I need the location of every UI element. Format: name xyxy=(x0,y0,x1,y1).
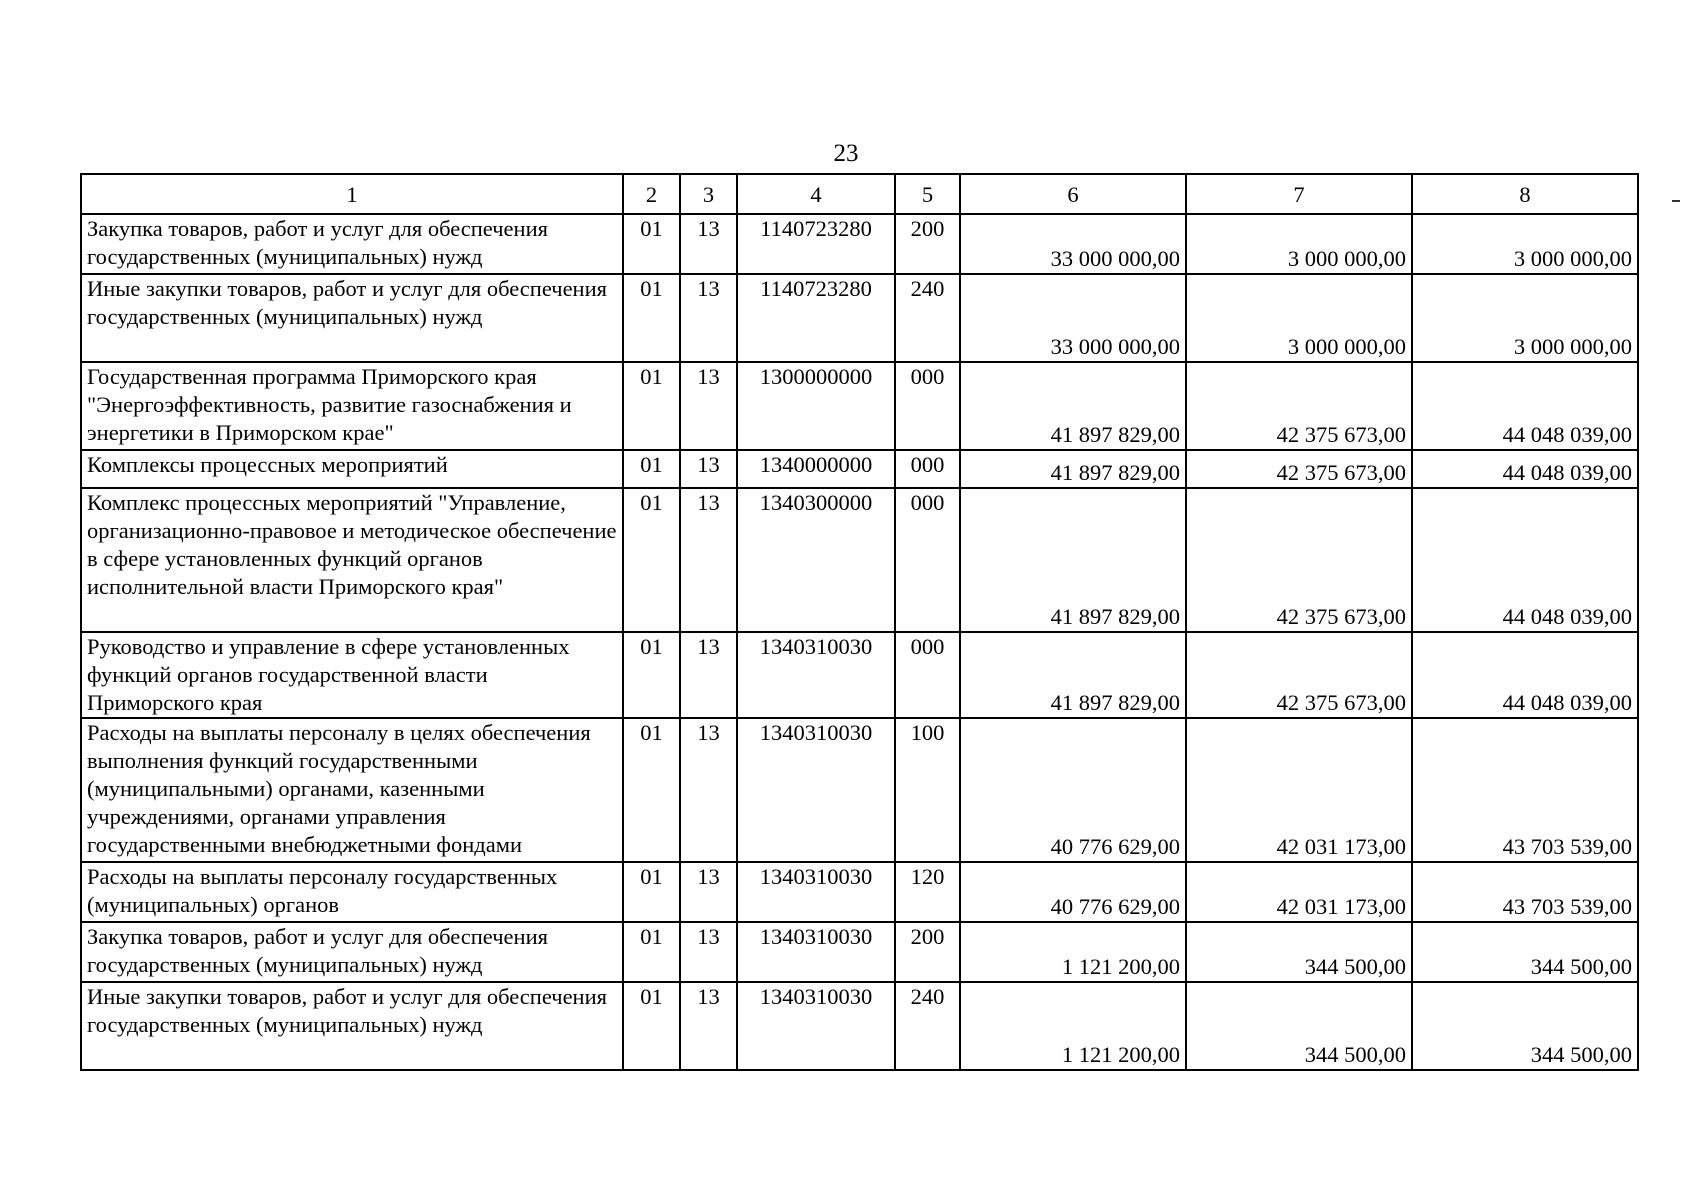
row-name: Закупка товаров, работ и услуг для обеспечения государственных (муниципальных) нужд xyxy=(81,922,623,982)
table-row xyxy=(81,862,1638,922)
row-amount-6: 41 897 829,00 xyxy=(960,488,1186,632)
row-expense-type: 000 xyxy=(895,488,960,632)
row-target-code: 1340000000 xyxy=(737,450,895,488)
row-amount-6: 33 000 000,00 xyxy=(960,214,1186,274)
row-target-code: 1340300000 xyxy=(737,488,895,632)
row-target-code: 1300000000 xyxy=(737,362,895,450)
header-col-3: 3 xyxy=(680,174,737,214)
row-amount-7: 3 000 000,00 xyxy=(1186,274,1412,362)
row-name: Иные закупки товаров, работ и услуг для обеспечения государственных (муниципальных) нужд xyxy=(81,274,623,362)
row-amount-8: 43 703 539,00 xyxy=(1412,718,1638,862)
row-section: 01 xyxy=(623,488,680,632)
row-name: Комплекс процессных мероприятий "Управление, организационно-правовое и методическое обеспечение в сфере установленных функций органов исполнительной власти Приморского края" xyxy=(81,488,623,632)
row-expense-type: 120 xyxy=(895,862,960,922)
row-expense-type: 200 xyxy=(895,922,960,982)
table-row xyxy=(81,450,1638,488)
scan-mark xyxy=(1672,200,1680,202)
row-amount-8: 44 048 039,00 xyxy=(1412,362,1638,450)
row-expense-type: 100 xyxy=(895,718,960,862)
row-amount-7: 344 500,00 xyxy=(1186,922,1412,982)
row-amount-8: 344 500,00 xyxy=(1412,982,1638,1070)
row-amount-7: 344 500,00 xyxy=(1186,982,1412,1070)
row-subsection: 13 xyxy=(680,274,737,362)
row-amount-6: 41 897 829,00 xyxy=(960,450,1186,488)
row-amount-8: 344 500,00 xyxy=(1412,922,1638,982)
row-target-code: 1140723280 xyxy=(737,214,895,274)
row-section: 01 xyxy=(623,362,680,450)
row-amount-7: 3 000 000,00 xyxy=(1186,214,1412,274)
row-expense-type: 000 xyxy=(895,362,960,450)
row-amount-7: 42 375 673,00 xyxy=(1186,488,1412,632)
row-amount-8: 44 048 039,00 xyxy=(1412,450,1638,488)
header-col-2: 2 xyxy=(623,174,680,214)
row-amount-6: 40 776 629,00 xyxy=(960,862,1186,922)
row-amount-7: 42 031 173,00 xyxy=(1186,862,1412,922)
table-row xyxy=(81,982,1638,1070)
row-name: Руководство и управление в сфере установленных функций органов государственной власти Приморского края xyxy=(81,632,623,718)
row-expense-type: 000 xyxy=(895,450,960,488)
row-amount-8: 3 000 000,00 xyxy=(1412,274,1638,362)
row-name: Закупка товаров, работ и услуг для обеспечения государственных (муниципальных) нужд xyxy=(81,214,623,274)
row-expense-type: 200 xyxy=(895,214,960,274)
row-target-code: 1340310030 xyxy=(737,862,895,922)
row-amount-7: 42 375 673,00 xyxy=(1186,450,1412,488)
table-row xyxy=(81,922,1638,982)
row-target-code: 1340310030 xyxy=(737,982,895,1070)
table-row xyxy=(81,214,1638,274)
row-section: 01 xyxy=(623,922,680,982)
row-name: Расходы на выплаты персоналу в целях обеспечения выполнения функций государственными (муниципальными) органами, казенными учреждениями, органами управления государственными внебюджетными фондами xyxy=(81,718,623,862)
table-header xyxy=(81,174,1638,214)
page-number: 23 xyxy=(833,140,859,167)
row-section: 01 xyxy=(623,718,680,862)
row-subsection: 13 xyxy=(680,922,737,982)
row-amount-7: 42 375 673,00 xyxy=(1186,362,1412,450)
table-row xyxy=(81,274,1638,362)
row-expense-type: 000 xyxy=(895,632,960,718)
table-row xyxy=(81,718,1638,862)
row-section: 01 xyxy=(623,450,680,488)
row-subsection: 13 xyxy=(680,862,737,922)
row-name: Государственная программа Приморского края "Энергоэффективность, развитие газоснабжения и энергетики в Приморском крае" xyxy=(81,362,623,450)
row-target-code: 1340310030 xyxy=(737,922,895,982)
row-section: 01 xyxy=(623,274,680,362)
row-section: 01 xyxy=(623,632,680,718)
row-amount-6: 1 121 200,00 xyxy=(960,982,1186,1070)
budget-table xyxy=(80,173,1639,1071)
header-col-6: 6 xyxy=(960,174,1186,214)
row-amount-6: 1 121 200,00 xyxy=(960,922,1186,982)
row-amount-7: 42 031 173,00 xyxy=(1186,718,1412,862)
row-section: 01 xyxy=(623,862,680,922)
table-row xyxy=(81,488,1638,632)
row-target-code: 1340310030 xyxy=(737,718,895,862)
row-amount-8: 3 000 000,00 xyxy=(1412,214,1638,274)
header-row xyxy=(81,174,1638,214)
table-row xyxy=(81,362,1638,450)
row-amount-7: 42 375 673,00 xyxy=(1186,632,1412,718)
row-amount-6: 41 897 829,00 xyxy=(960,632,1186,718)
row-section: 01 xyxy=(623,214,680,274)
row-subsection: 13 xyxy=(680,214,737,274)
row-subsection: 13 xyxy=(680,632,737,718)
row-target-code: 1340310030 xyxy=(737,632,895,718)
row-subsection: 13 xyxy=(680,362,737,450)
row-target-code: 1140723280 xyxy=(737,274,895,362)
row-subsection: 13 xyxy=(680,488,737,632)
row-amount-6: 41 897 829,00 xyxy=(960,362,1186,450)
row-amount-8: 44 048 039,00 xyxy=(1412,488,1638,632)
table-body xyxy=(81,214,1638,1070)
row-amount-6: 33 000 000,00 xyxy=(960,274,1186,362)
header-col-4: 4 xyxy=(737,174,895,214)
row-name: Иные закупки товаров, работ и услуг для обеспечения государственных (муниципальных) нужд xyxy=(81,982,623,1070)
row-subsection: 13 xyxy=(680,450,737,488)
row-name: Расходы на выплаты персоналу государственных (муниципальных) органов xyxy=(81,862,623,922)
row-amount-8: 44 048 039,00 xyxy=(1412,632,1638,718)
header-col-5: 5 xyxy=(895,174,960,214)
row-expense-type: 240 xyxy=(895,274,960,362)
header-col-1: 1 xyxy=(81,174,623,214)
row-expense-type: 240 xyxy=(895,982,960,1070)
row-subsection: 13 xyxy=(680,718,737,862)
header-col-7: 7 xyxy=(1186,174,1412,214)
row-section: 01 xyxy=(623,982,680,1070)
table-row xyxy=(81,632,1638,718)
row-amount-8: 43 703 539,00 xyxy=(1412,862,1638,922)
row-name: Комплексы процессных мероприятий xyxy=(81,450,623,488)
row-amount-6: 40 776 629,00 xyxy=(960,718,1186,862)
row-subsection: 13 xyxy=(680,982,737,1070)
header-col-8: 8 xyxy=(1412,174,1638,214)
